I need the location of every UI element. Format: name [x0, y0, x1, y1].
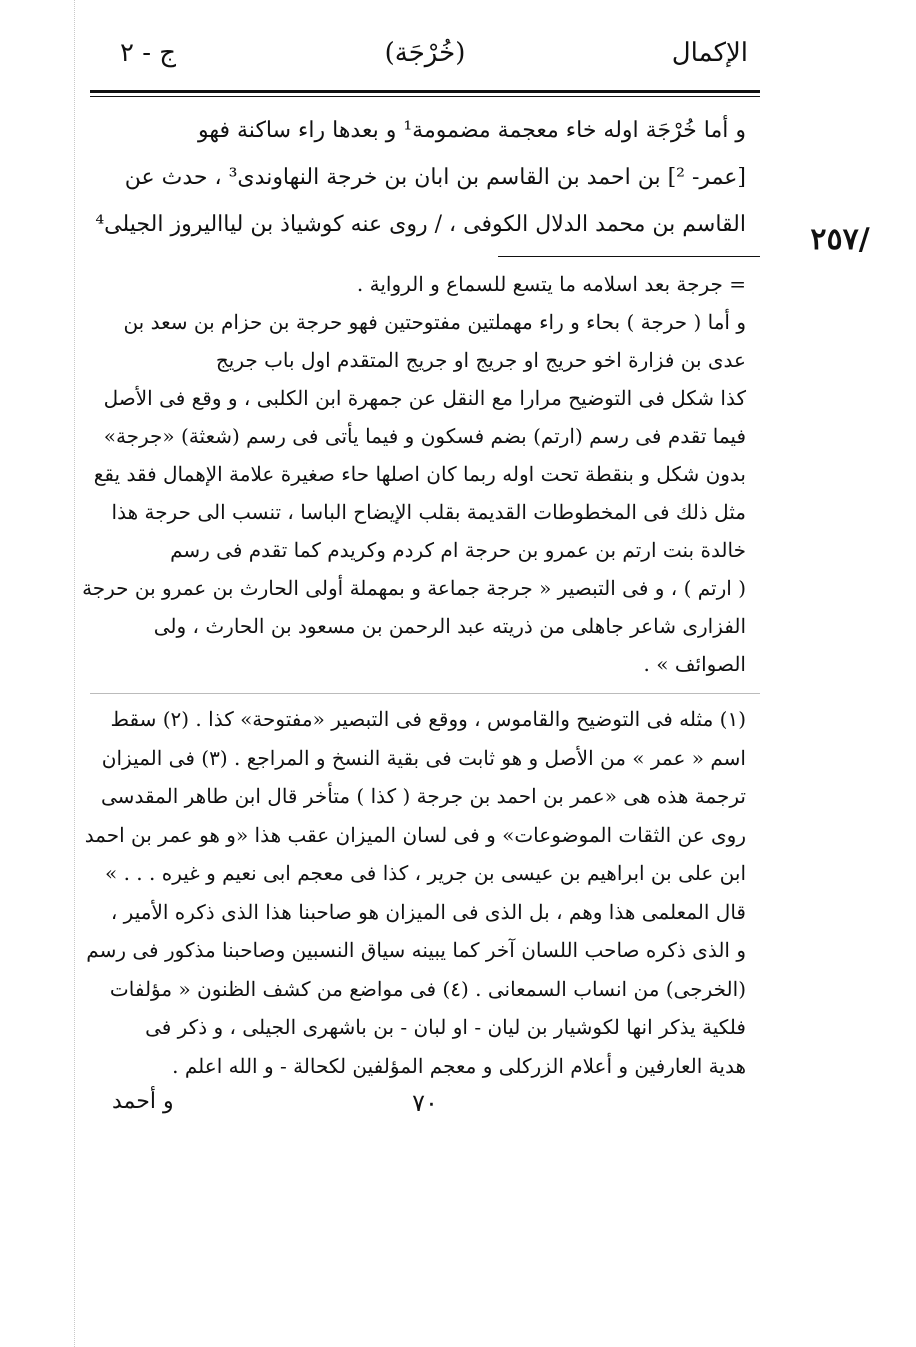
note-line: الصوائف » . — [643, 652, 746, 676]
margin-page-reference: /٢٥٧ — [810, 222, 870, 257]
continued-note — [82, 265, 760, 683]
footnote-line: (الخرجى) من انساب السمعانى . (٤) فى مواضع من كشف الظنون « مؤلفات — [109, 976, 746, 1001]
catchword: و أحمد — [112, 1089, 174, 1114]
running-header — [90, 34, 760, 84]
body-line: القاسم بن محمد الدلال الكوفى ، / روى عنه كوشياذ بن ليااليروز الجيلى⁴ — [95, 212, 746, 237]
note-line: ( ارتم ) ، و فى التبصير « جرجة جماعة و بمهملة أولى الحارث بن عمرو بن حرجة — [82, 576, 746, 600]
footnotes-divider — [90, 693, 760, 694]
note-line: مثل ذلك فى المخطوطات القديمة بقلب الإيضاح الباسا ، تنسب الى حرجة هذا — [111, 500, 746, 524]
footnote-separator — [498, 256, 760, 257]
footnote-line: قال المعلمى هذا وهم ، بل الذى فى الميزان هو صاحبنا هذا الذى ذكره الأمير ، — [110, 899, 746, 924]
page-number: ٧٠ — [412, 1089, 438, 1117]
header-rule-thin — [90, 96, 760, 97]
footnote-line: اسم « عمر » من الأصل و هو ثابت فى بقية النسخ و المراجع . (٣) فى الميزان — [101, 745, 746, 770]
header-rule-thick — [90, 90, 760, 93]
footnote-line: و الذى ذكره صاحب اللسان آخر كما يبينه سياق النسبين وصاحبنا مذكور فى رسم — [86, 938, 746, 962]
book-title: الإكمال — [671, 38, 748, 68]
body-line: [عمر- ²] بن احمد بن القاسم بن ابان بن خرجة النهاوندى³ ، حدث عن — [124, 165, 746, 190]
body-line: و أما خُرْجَة اوله خاء معجمة مضمومة¹ و بعدها راء ساكنة فهو — [198, 118, 746, 143]
footnote-line: هدية العارفين و أعلام الزركلى و معجم المؤلفين لكحالة - و الله اعلم . — [172, 1053, 746, 1078]
note-line: عدى بن فزارة اخو حريج او جريج او جريج المتقدم اول باب جريج — [215, 348, 746, 372]
note-line: كذا شكل فى التوضيح مرارا مع النقل عن جمهرة ابن الكلبى ، و وقع فى الأصل — [103, 386, 746, 410]
note-line: فيما تقدم فى رسم (ارتم) بضم فسكون و فيما يأتى فى رسم (شعثة) «جرجة» — [103, 424, 746, 448]
footnote-line: فلكية يذكر انها لكوشيار بن ليان - او لبان - بن باشهرى الجيلى ، و ذكر فى — [145, 1015, 746, 1039]
note-line: = جرجة بعد اسلامه ما يتسع للسماع و الرواية . — [356, 272, 746, 296]
main-text — [90, 107, 760, 248]
note-line: الفزارى شاعر جاهلى من ذريته عبد الرحمن بن مسعود بن الحارث ، ولى — [153, 614, 746, 638]
note-line: بدون شكل و بنقطة تحت اوله ربما كان اصلها حاء صغيرة علامة الإهمال فقد يقع — [93, 462, 746, 486]
scan-fold-line — [74, 0, 75, 1347]
volume-label: ج - ٢ — [120, 38, 177, 68]
book-page — [82, 34, 760, 1133]
footnotes — [84, 700, 760, 1085]
footnote-line: روى عن الثقات الموضوعات» و فى لسان الميزان عقب هذا «و هو عمر بن احمد — [84, 822, 746, 847]
footnote-line: ترجمة هذه هى «عمر بن احمد بن جرجة ( كذا ) متأخر قال ابن طاهر المقدسى — [101, 784, 746, 808]
page-footer — [90, 1089, 760, 1133]
footnote-line: (١) مثله فى التوضيح والقاموس ، ووقع فى التبصير «مفتوحة» كذا . (٢) سقط — [110, 707, 746, 731]
note-line: خالدة بنت ارتم بن عمرو بن حرجة ام كردم وكريدم كما تقدم فى رسم — [170, 538, 746, 562]
note-line: و أما ( حرجة ) بحاء و راء مهملتين مفتوحتين فهو حرجة بن حزام بن سعد بن — [123, 310, 746, 334]
entry-title: (خُرْجَة) — [384, 38, 466, 68]
footnote-line: ابن على بن ابراهيم بن عيسى بن جرير ، كذا فى معجم ابى نعيم و غيره . . . » — [105, 861, 746, 885]
